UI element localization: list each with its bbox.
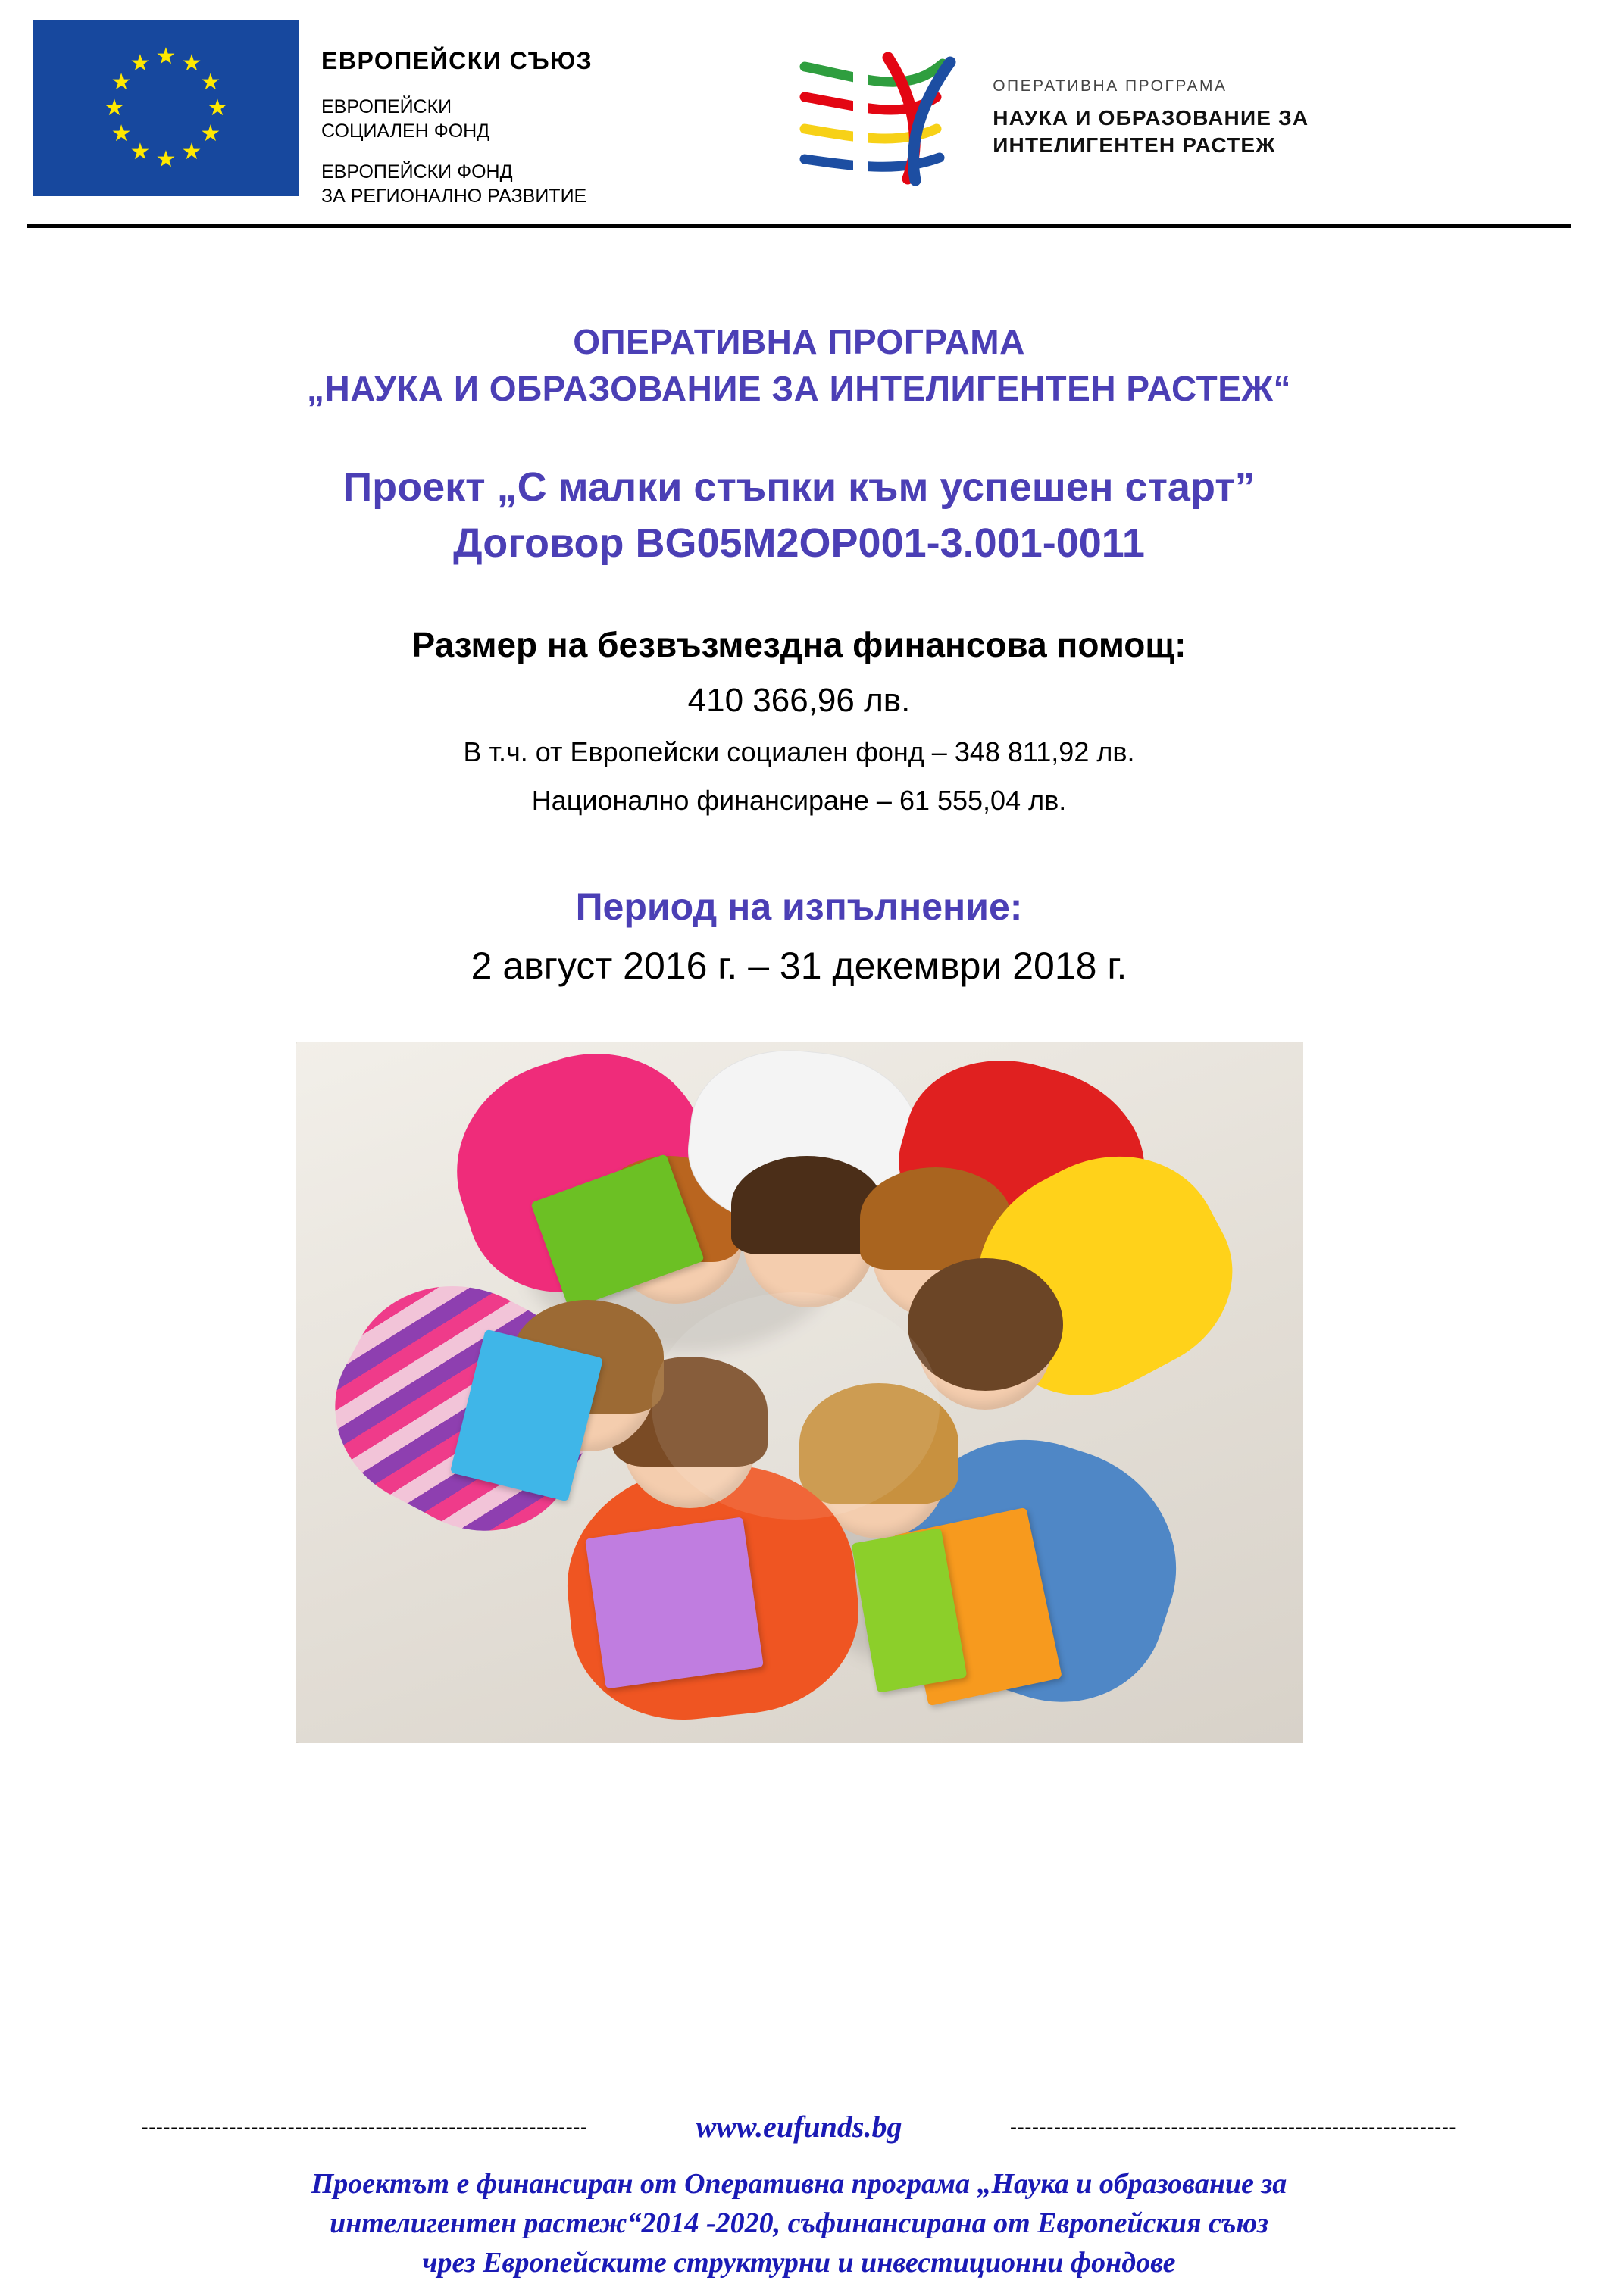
eu-star-icon: ★	[111, 69, 132, 95]
eu-star-icon: ★	[111, 120, 132, 146]
eu-star-icon: ★	[181, 139, 202, 165]
grant-esf-amount: В т.ч. от Европейски социален фонд – 348 811,92 лв.	[463, 736, 1135, 767]
eu-regional-fund-label	[321, 160, 593, 208]
eu-union-label: ЕВРОПЕЙСКИ СЪЮЗ	[321, 47, 593, 74]
eu-star-icon: ★	[181, 50, 202, 76]
document-footer	[0, 2109, 1598, 2282]
grant-national-amount: Национално финансиране – 61 555,04 лв.	[531, 785, 1067, 816]
program-title-line1: ОПЕРАТИВНА ПРОГРАМА	[573, 322, 1025, 361]
eu-star-icon: ★	[104, 95, 125, 120]
program-title-line2: „НАУКА И ОБРАЗОВАНИЕ ЗА ИНТЕЛИГЕНТЕН РАСТЕЖ“	[307, 369, 1291, 408]
op-ribbon-icon	[774, 50, 979, 186]
op-small-label: ОПЕРАТИВНА ПРОГРАМА	[993, 77, 1227, 95]
eufunds-link[interactable]: www.eufunds.bg	[696, 2110, 902, 2144]
op-big-line1: НАУКА И ОБРАЗОВАНИЕ ЗА	[993, 106, 1309, 130]
eu-star-icon: ★	[155, 146, 177, 172]
grant-label: Размер на безвъзмездна финансова помощ:	[411, 625, 1187, 664]
eu-star-icon: ★	[207, 95, 228, 120]
funding-disclaimer	[0, 2164, 1598, 2282]
document-header	[0, 0, 1598, 220]
op-big-label	[993, 105, 1309, 159]
eu-logo-text	[299, 20, 593, 208]
eu-star-icon: ★	[130, 50, 151, 76]
eu-flag-icon	[33, 20, 299, 196]
op-logo-block	[774, 20, 1309, 186]
project-title	[0, 459, 1598, 571]
eu-star-icon: ★	[155, 43, 177, 69]
op-logo-text	[979, 77, 1309, 159]
eu-stars-circle	[102, 44, 230, 173]
op-big-line2: ИНТЕЛИГЕНТЕН РАСТЕЖ	[993, 133, 1276, 157]
eu-social-fund-label	[321, 95, 593, 143]
header-divider	[27, 224, 1571, 228]
eu-star-icon: ★	[130, 139, 151, 165]
eu-star-icon: ★	[200, 69, 221, 95]
eu-regional-fund-line2: ЗА РЕГИОНАЛНО РАЗВИТИЕ	[321, 186, 587, 207]
period-value: 2 август 2016 г. – 31 декември 2018 г.	[471, 945, 1127, 987]
eu-social-fund-line1: ЕВРОПЕЙСКИ	[321, 96, 452, 117]
dashes-right: -------------------------------------------------------------	[1010, 2115, 1457, 2138]
funding-disclaimer-line2: интелигентен растеж“2014 -2020, съфинансирана от Европейския съюз	[330, 2207, 1268, 2239]
program-title	[0, 318, 1598, 412]
funding-disclaimer-line3: чрез Европейските структурни и инвестиционни фондове	[422, 2247, 1176, 2279]
dashes-left: -------------------------------------------------------------	[141, 2115, 588, 2138]
eu-social-fund-line2: СОЦИАЛЕН ФОНД	[321, 120, 490, 142]
header-logos-row	[0, 20, 1598, 208]
children-photo	[296, 1042, 1303, 1743]
eu-logo-block	[33, 20, 593, 208]
project-title-line1: Проект „С малки стъпки към успешен старт”	[342, 464, 1256, 510]
photo-notebook	[585, 1517, 764, 1688]
project-contract-number: Договор BG05M2OP001-3.001-0011	[453, 520, 1145, 566]
website-line	[0, 2109, 1598, 2144]
document-body	[0, 220, 1598, 1743]
photo-center-glow	[652, 1292, 940, 1520]
grant-amount: 410 366,96 лв.	[687, 682, 911, 719]
eu-star-icon: ★	[200, 120, 221, 146]
period-label: Период на изпълнение:	[575, 886, 1023, 928]
funding-disclaimer-line1: Проектът е финансиран от Оперативна програма „Наука и образование за	[311, 2168, 1287, 2200]
eu-regional-fund-line1: ЕВРОПЕЙСКИ ФОНД	[321, 161, 513, 183]
